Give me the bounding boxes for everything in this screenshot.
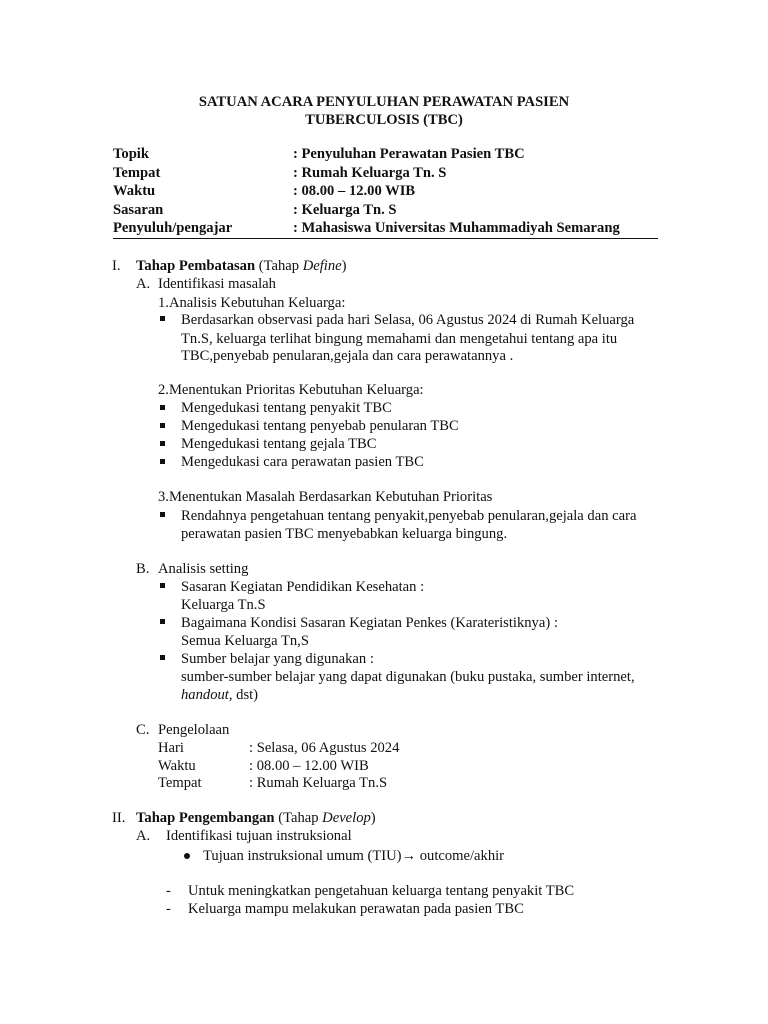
- list-item-text: Berdasarkan observasi pada hari Selasa, 06 Agustus 2024 di Rumah Keluarga: [181, 312, 635, 328]
- analysis-title: 1.Analisis Kebutuhan Keluarga:: [158, 295, 346, 311]
- subsection-title: Identifikasi tujuan instruksional: [166, 828, 352, 844]
- info-key: Tempat: [113, 164, 161, 181]
- list-item-subtext: Keluarga Tn.S: [181, 597, 266, 613]
- schedule-value: : Selasa, 06 Agustus 2024: [249, 740, 400, 756]
- square-bullet-icon: [160, 459, 165, 464]
- info-key: Topik: [113, 146, 149, 162]
- document-title-line2: TUBERCULOSIS (TBC): [305, 112, 463, 128]
- section-heading-italic: Develop: [322, 810, 371, 826]
- info-value: : Keluarga Tn. S: [293, 201, 397, 218]
- list-item-subtext: Semua Keluarga Tn,S: [181, 633, 309, 649]
- info-table: [113, 146, 658, 239]
- subsection-title: Analisis setting: [158, 561, 249, 577]
- arrow-right-icon: →: [401, 848, 417, 864]
- section-heading-italic: Define: [302, 258, 342, 274]
- info-key: Sasaran: [113, 201, 164, 218]
- dash-mark: -: [166, 901, 171, 917]
- list-item-subtext: sumber-sumber belajar yang dapat digunakan (buku pustaka, sumber internet,: [181, 669, 635, 685]
- square-bullet-icon: [160, 441, 165, 446]
- square-bullet-icon: [160, 512, 165, 517]
- section-heading: [136, 809, 376, 827]
- list-item-text: Sasaran Kegiatan Pendidikan Kesehatan :: [181, 579, 425, 595]
- list-item-text: Mengedukasi tentang penyakit TBC: [181, 400, 392, 416]
- info-value: : Penyuluhan Perawatan Pasien TBC: [293, 146, 525, 162]
- square-bullet-icon: [160, 655, 165, 660]
- square-bullet-icon: [160, 316, 165, 321]
- info-row-sasaran: [113, 202, 658, 221]
- section-heading-pre: (Tahap: [255, 258, 303, 274]
- subsection-title: Identifikasi masalah: [158, 276, 276, 292]
- header-divider: [113, 238, 658, 239]
- handout-rest: , dst): [228, 687, 259, 703]
- dash-mark: -: [166, 883, 171, 899]
- info-value: : Mahasiswa Universitas Muhammadiyah Semarang: [293, 220, 620, 236]
- list-item-text: TBC,penyebab penularan,gejala dan cara perawatannya .: [181, 348, 514, 364]
- section-heading-post: ): [341, 258, 347, 274]
- schedule-key: Waktu: [158, 758, 196, 774]
- info-row-waktu: [113, 183, 658, 202]
- info-row-topik: [113, 146, 658, 165]
- handout-italic: handout: [181, 687, 229, 703]
- schedule-key: Hari: [158, 740, 184, 756]
- section-heading-bold: Tahap Pembatasan: [136, 258, 256, 274]
- square-bullet-icon: [160, 423, 165, 428]
- section-heading-bold: Tahap Pengembangan: [136, 810, 275, 826]
- tiu-line: [203, 847, 504, 865]
- info-value: : Rumah Keluarga Tn. S: [293, 164, 447, 181]
- schedule-key: Tempat: [158, 775, 202, 791]
- dash-item-text: Untuk meningkatkan pengetahuan keluarga tentang penyakit TBC: [188, 883, 575, 899]
- list-item-text: Rendahnya pengetahuan tentang penyakit,penyebab penularan,gejala dan cara: [181, 508, 637, 524]
- tiu-text: Tujuan instruksional umum (TIU): [203, 848, 402, 864]
- subsection-label: A.: [136, 276, 151, 292]
- dash-item-text: Keluarga mampu melakukan perawatan pada pasien TBC: [188, 901, 524, 917]
- section-heading: [136, 257, 346, 275]
- list-item-text: Mengedukasi cara perawatan pasien TBC: [181, 454, 424, 470]
- list-item-text: Mengedukasi tentang gejala TBC: [181, 436, 377, 452]
- list-item-text: Sumber belajar yang digunakan :: [181, 651, 374, 667]
- section-heading-post: ): [370, 810, 376, 826]
- priority-title: 2.Menentukan Prioritas Kebutuhan Keluarga:: [158, 382, 424, 398]
- subsection-label: C.: [136, 722, 150, 738]
- list-item-subtext: [181, 686, 258, 704]
- list-item-text: Bagaimana Kondisi Sasaran Kegiatan Penkes (Karateristiknya) :: [181, 615, 558, 631]
- square-bullet-icon: [160, 583, 165, 588]
- round-bullet-icon: [184, 853, 190, 859]
- square-bullet-icon: [160, 619, 165, 624]
- list-item-text: Tn.S, keluarga terlihat bingung memahami dan mengetahui tentang apa itu: [181, 331, 618, 347]
- info-row-penyuluh: [113, 220, 658, 239]
- tiu-after: outcome/akhir: [416, 848, 505, 864]
- subsection-label: B.: [136, 561, 150, 577]
- problem-title: 3.Menentukan Masalah Berdasarkan Kebutuhan Prioritas: [158, 489, 493, 505]
- section-numeral: I.: [112, 258, 121, 274]
- list-item-text: Mengedukasi tentang penyebab penularan TBC: [181, 418, 459, 434]
- subsection-label: A.: [136, 828, 151, 844]
- square-bullet-icon: [160, 405, 165, 410]
- info-value: : 08.00 – 12.00 WIB: [293, 183, 416, 199]
- section-heading-pre: (Tahap: [274, 810, 323, 826]
- info-key: Waktu: [113, 183, 156, 199]
- document-title-line1: SATUAN ACARA PENYULUHAN PERAWATAN PASIEN: [198, 94, 570, 110]
- info-key: Penyuluh/pengajar: [113, 220, 233, 236]
- list-item-text: perawatan pasien TBC menyebabkan keluarga bingung.: [181, 526, 508, 542]
- section-numeral: II.: [112, 810, 126, 826]
- info-row-tempat: [113, 165, 658, 184]
- schedule-value: : 08.00 – 12.00 WIB: [249, 758, 369, 774]
- schedule-value: : Rumah Keluarga Tn.S: [249, 775, 388, 791]
- subsection-title: Pengelolaan: [158, 722, 230, 738]
